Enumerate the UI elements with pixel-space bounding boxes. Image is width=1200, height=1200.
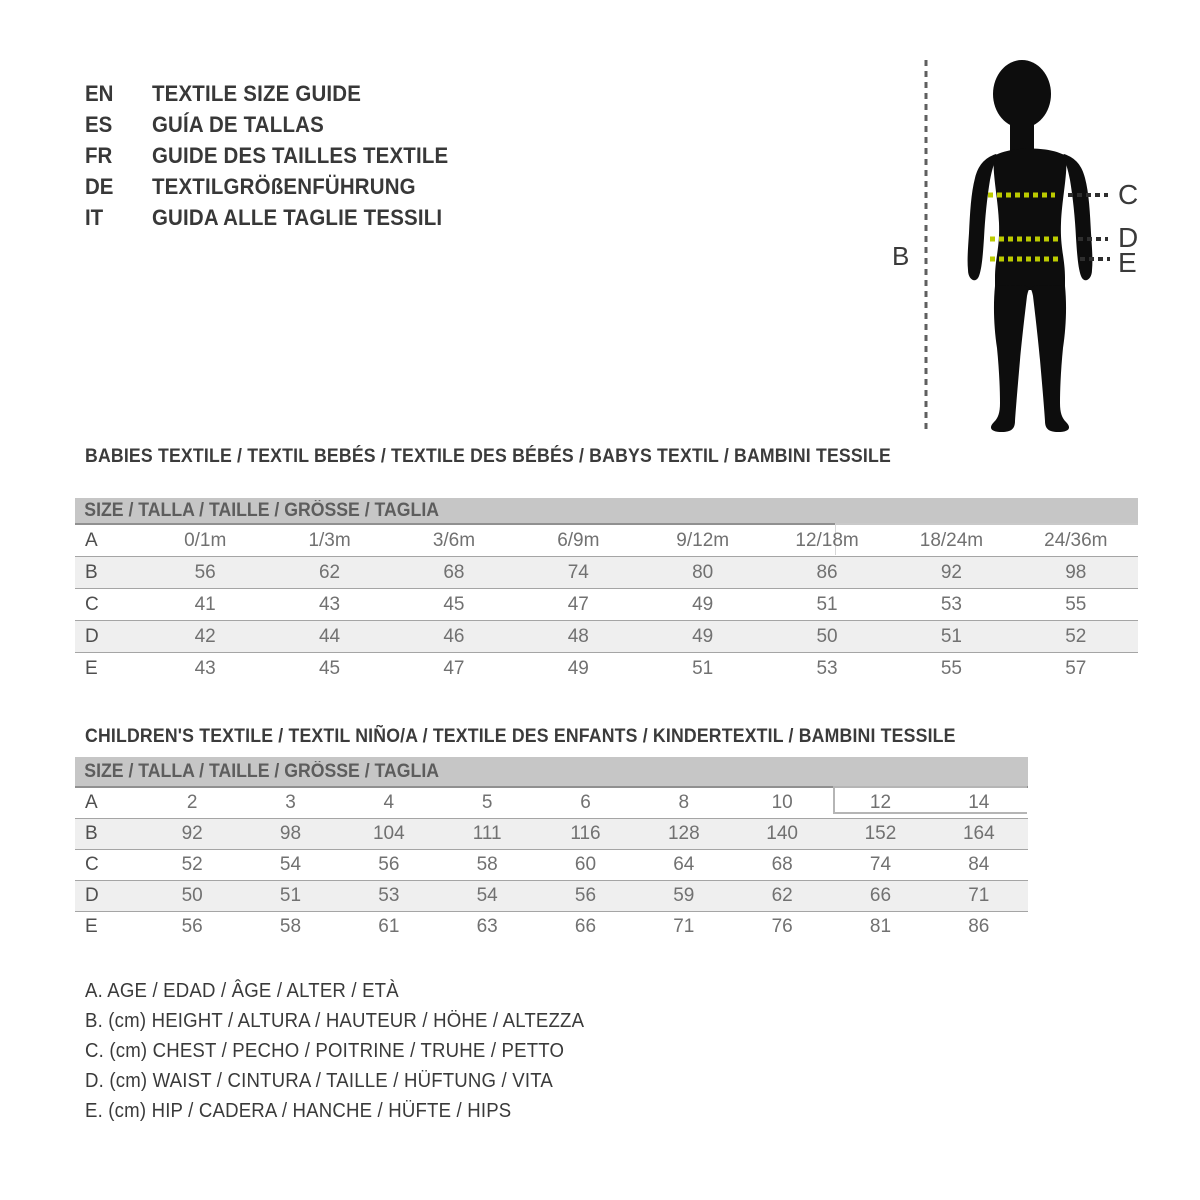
- size-value-cell: 71: [930, 881, 1028, 912]
- babies-table-header: [75, 498, 1138, 525]
- size-value-cell: 48: [516, 621, 640, 653]
- hip-label: E: [1118, 247, 1137, 278]
- size-value-cell: 44: [267, 621, 391, 653]
- size-value-cell: 74: [831, 850, 929, 881]
- size-value-cell: 84: [930, 850, 1028, 881]
- size-value-cell: 63: [438, 912, 536, 943]
- size-row-C: [75, 850, 1028, 881]
- language-row: [85, 202, 448, 233]
- size-value-cell: 52: [1014, 621, 1138, 653]
- size-row-B: [75, 819, 1028, 850]
- children-highlight-box: [833, 786, 1027, 814]
- size-value-cell: 60: [536, 850, 634, 881]
- size-value-cell: 68: [392, 557, 516, 589]
- child-silhouette-icon: [968, 60, 1093, 432]
- size-value-cell: 64: [635, 850, 733, 881]
- size-value-cell: 61: [340, 912, 438, 943]
- size-value-cell: 74: [516, 557, 640, 589]
- size-value-cell: 2: [186, 792, 198, 813]
- chest-label: C: [1118, 179, 1139, 210]
- size-value-cell: 51: [765, 589, 889, 621]
- size-value-cell: 8: [678, 792, 690, 813]
- size-value-cell: 4: [383, 792, 395, 813]
- size-value-cell: 80: [641, 557, 765, 589]
- children-table-header: [75, 757, 1028, 788]
- size-value-cell: 51: [889, 621, 1013, 653]
- size-value-cell: 3: [285, 792, 296, 813]
- size-value-cell: 18/24m: [919, 529, 984, 551]
- language-code: IT: [85, 205, 104, 230]
- waist-label: D: [1118, 222, 1139, 253]
- size-value-cell: 71: [635, 912, 733, 943]
- size-value-cell: 92: [143, 819, 241, 850]
- size-row-E: [75, 912, 1028, 943]
- size-value-cell: 76: [733, 912, 831, 943]
- legend-item: C. (cm) CHEST / PECHO / POITRINE / TRUHE / PETTO: [85, 1040, 565, 1062]
- size-value-cell: 49: [641, 589, 765, 621]
- size-value-cell: 50: [143, 881, 241, 912]
- size-value-cell: 1/3m: [308, 529, 351, 551]
- size-value-cell: 98: [241, 819, 339, 850]
- size-value-cell: 49: [516, 653, 640, 685]
- size-value-cell: 49: [641, 621, 765, 653]
- size-value-cell: 62: [733, 881, 831, 912]
- language-code: EN: [85, 81, 114, 106]
- size-value-cell: 43: [143, 653, 267, 685]
- language-code: DE: [85, 174, 114, 199]
- legend-item: E. (cm) HIP / CADERA / HANCHE / HÜFTE / HIPS: [85, 1100, 512, 1122]
- size-value-cell: 164: [930, 819, 1028, 850]
- row-label-cell: A: [85, 529, 98, 551]
- language-row: [85, 140, 448, 171]
- size-value-cell: 140: [733, 819, 831, 850]
- size-value-cell: 86: [765, 557, 889, 589]
- size-value-cell: 24/36m: [1044, 529, 1108, 551]
- row-label-cell: D: [75, 621, 143, 653]
- size-value-cell: 47: [392, 653, 516, 685]
- children-size-table: [75, 757, 1028, 942]
- size-value-cell: 58: [438, 850, 536, 881]
- size-value-cell: 53: [340, 881, 438, 912]
- legend-item: B. (cm) HEIGHT / ALTURA / HAUTEUR / HÖHE / ALTEZZA: [85, 1010, 585, 1032]
- row-label-cell: D: [75, 881, 143, 912]
- size-value-cell: 14: [968, 792, 990, 813]
- size-value-cell: 62: [267, 557, 391, 589]
- size-value-cell: 81: [831, 912, 929, 943]
- size-value-cell: 3/6m: [432, 529, 476, 551]
- language-title: GUIDE DES TAILLES TEXTILE: [151, 143, 449, 168]
- language-title: GUÍA DE TALLAS: [151, 112, 324, 137]
- row-label-cell: E: [75, 912, 143, 943]
- size-value-cell: 55: [889, 653, 1013, 685]
- size-value-cell: 42: [143, 621, 267, 653]
- language-title: TEXTILE SIZE GUIDE: [151, 81, 362, 106]
- language-code: ES: [85, 112, 113, 137]
- size-value-cell: 56: [536, 881, 634, 912]
- language-list: [85, 78, 476, 233]
- row-label-cell: C: [75, 589, 143, 621]
- size-value-cell: 43: [267, 589, 391, 621]
- size-value-cell: 6/9m: [557, 529, 600, 551]
- size-value-cell: 56: [143, 912, 241, 943]
- size-value-cell: 0/1m: [184, 529, 227, 551]
- language-title: TEXTILGRÖßENFÜHRUNG: [151, 174, 416, 199]
- size-value-cell: 92: [889, 557, 1013, 589]
- legend-item: D. (cm) WAIST / CINTURA / TAILLE / HÜFTUNG / VITA: [85, 1070, 553, 1092]
- size-row-E: [75, 653, 1138, 685]
- size-row-C: [75, 589, 1138, 621]
- size-row-D: [75, 621, 1138, 653]
- size-value-cell: 53: [889, 589, 1013, 621]
- measurement-figure: [880, 48, 1160, 448]
- size-value-cell: 10: [771, 792, 793, 813]
- size-value-cell: 51: [241, 881, 339, 912]
- legend-item: A. AGE / EDAD / ÂGE / ALTER / ETÀ: [85, 980, 399, 1002]
- size-row-B: [75, 557, 1138, 589]
- size-value-cell: 53: [765, 653, 889, 685]
- size-value-cell: 66: [831, 881, 929, 912]
- size-value-cell: 58: [241, 912, 339, 943]
- size-value-cell: 55: [1014, 589, 1138, 621]
- row-label-cell: A: [85, 792, 98, 813]
- size-value-cell: 46: [392, 621, 516, 653]
- row-label-cell: B: [75, 819, 143, 850]
- row-label-cell: C: [75, 850, 143, 881]
- height-label: B: [892, 241, 910, 271]
- babies-table-header-text: SIZE / TALLA / TAILLE / GRÖSSE / TAGLIA: [84, 500, 440, 521]
- row-label-cell: E: [75, 653, 143, 685]
- children-table-header-text: SIZE / TALLA / TAILLE / GRÖSSE / TAGLIA: [84, 761, 440, 782]
- size-value-cell: 104: [340, 819, 438, 850]
- size-value-cell: 45: [267, 653, 391, 685]
- size-value-cell: 6: [580, 792, 591, 813]
- size-value-cell: 52: [143, 850, 241, 881]
- size-value-cell: 59: [635, 881, 733, 912]
- size-value-cell: 98: [1014, 557, 1138, 589]
- size-row-D: [75, 881, 1028, 912]
- size-value-cell: 111: [438, 819, 536, 850]
- size-value-cell: 56: [143, 557, 267, 589]
- measurement-legend: [85, 976, 622, 1126]
- language-row: [85, 78, 448, 109]
- size-value-cell: 54: [438, 881, 536, 912]
- size-value-cell: 12/18m: [795, 529, 859, 551]
- size-value-cell: 47: [516, 589, 640, 621]
- size-value-cell: 41: [143, 589, 267, 621]
- size-value-cell: 56: [340, 850, 438, 881]
- row-label-cell: B: [75, 557, 143, 589]
- size-value-cell: 51: [641, 653, 765, 685]
- language-row: [85, 171, 448, 202]
- size-value-cell: 45: [392, 589, 516, 621]
- size-value-cell: 50: [765, 621, 889, 653]
- babies-section-title: BABIES TEXTILE / TEXTIL BEBÉS / TEXTILE DES BÉBÉS / BABYS TEXTIL / BAMBINI TESSILE: [85, 446, 891, 467]
- language-title: GUIDA ALLE TAGLIE TESSILI: [151, 205, 443, 230]
- size-value-cell: 66: [536, 912, 634, 943]
- size-value-cell: 54: [241, 850, 339, 881]
- size-value-cell: 152: [831, 819, 929, 850]
- size-value-cell: 9/12m: [676, 529, 730, 551]
- size-value-cell: 128: [635, 819, 733, 850]
- size-value-cell: 116: [536, 819, 634, 850]
- size-value-cell: 57: [1014, 653, 1138, 685]
- language-row: [85, 109, 448, 140]
- size-value-cell: 68: [733, 850, 831, 881]
- babies-size-table: [75, 498, 1138, 684]
- children-section-title: CHILDREN'S TEXTILE / TEXTIL NIÑO/A / TEXTILE DES ENFANTS / KINDERTEXTIL / BAMBINI TESSILE: [85, 726, 956, 747]
- language-code: FR: [85, 143, 113, 168]
- size-value-cell: 12: [869, 792, 892, 813]
- size-value-cell: 86: [930, 912, 1028, 943]
- size-value-cell: 5: [481, 792, 493, 813]
